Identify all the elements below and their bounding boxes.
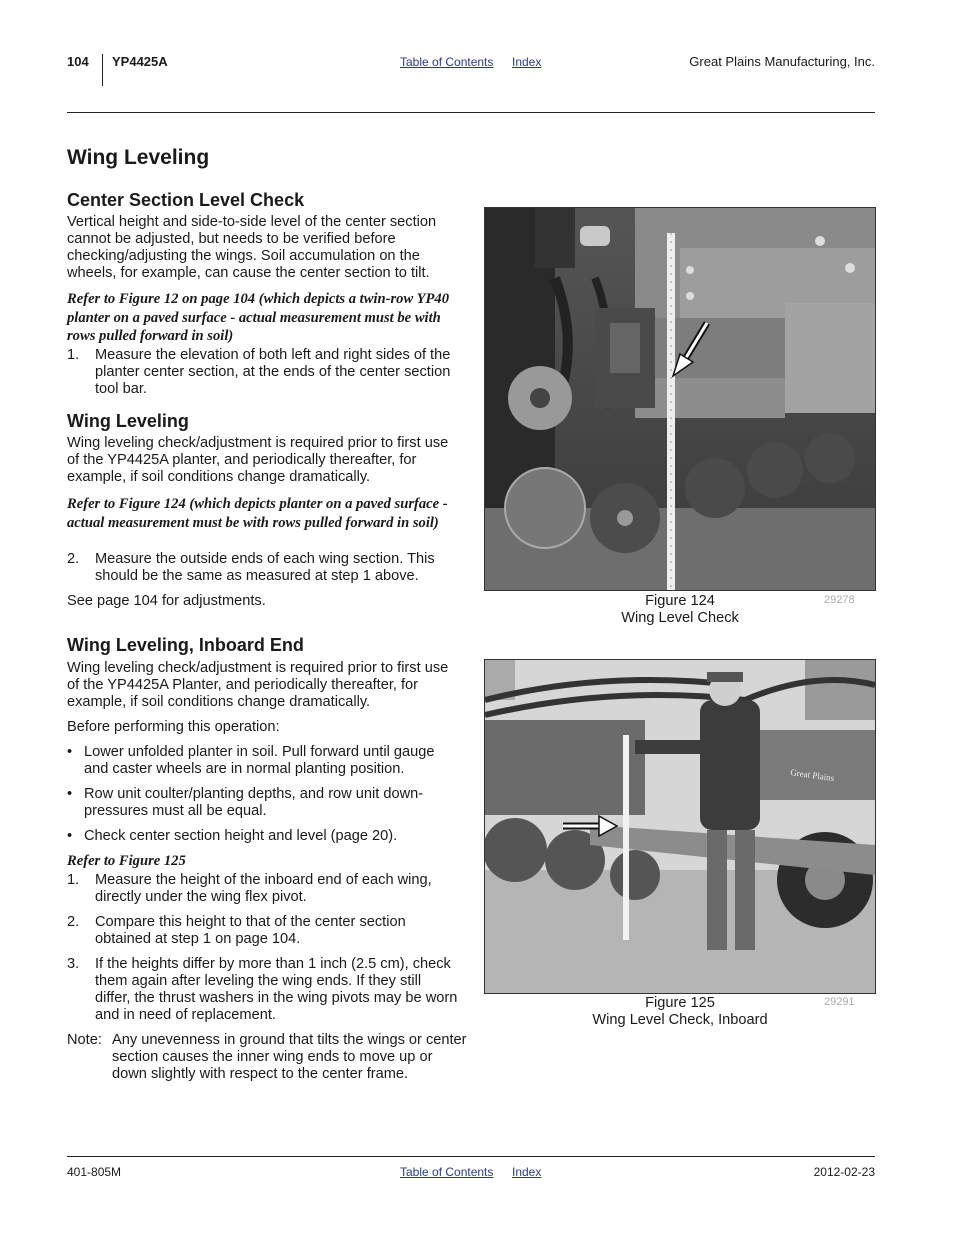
step-text: If the heights differ by more than 1 inch (2.5 cm), check them again after leveling the wing ends. If they still differ, the thrust washers in the wing pivots may be worn and in need of replacement.	[95, 956, 458, 1023]
section-body-center-level: Vertical height and side-to-side level of the center section cannot be adjusted, but needs to be verified before checking/adjusting the wings. Soil accumulation on the wheels, for example, can cause the center section to tilt.	[67, 214, 437, 281]
step-item	[67, 914, 459, 948]
model-name: YP4425A	[112, 54, 168, 69]
section-body-inboard: Wing leveling check/adjustment is required prior to first use of the YP4425A Planter, and periodically thereafter, for example, if soil conditions change dramatically.	[67, 660, 449, 710]
step-number: 1.	[67, 872, 80, 888]
figure-125-id: 29291	[824, 996, 855, 1008]
before-operation-label: Before performing this operation:	[67, 719, 280, 735]
step-number: 3.	[67, 956, 80, 972]
figure-125-photo	[484, 659, 876, 994]
header-toc-link[interactable]: Table of Contents	[400, 55, 494, 69]
section-heading-center-level: Center Section Level Check	[67, 190, 305, 210]
bullet-dot: •	[67, 828, 73, 844]
step-text: Measure the height of the inboard end of each wing, directly under the wing flex pivot.	[95, 872, 432, 905]
step-number: 2.	[67, 914, 80, 930]
bullet-item	[67, 828, 459, 845]
figure-label: Figure 125	[645, 995, 715, 1011]
note-text: Any unevenness in ground that tilts the wings or center section causes the inner wing ends to move up or down slightly with respect to the center frame.	[112, 1032, 467, 1082]
page-title: Wing Leveling	[67, 146, 210, 169]
step-item	[67, 872, 459, 906]
step-item	[67, 956, 459, 1024]
page-number: 104	[67, 54, 89, 69]
header-separator	[102, 54, 103, 86]
figure-124-id: 29278	[824, 594, 855, 606]
bullet-text: Row unit coulter/planting depths, and row unit down-pressures must all be equal.	[84, 786, 424, 819]
section-heading-wing-leveling: Wing Leveling	[67, 411, 189, 431]
bullet-dot: •	[67, 786, 73, 802]
header-index-link[interactable]: Index	[512, 55, 542, 69]
see-page-note: See page 104 for adjustments.	[67, 593, 266, 609]
section-ref-inboard: Refer to Figure 125	[67, 853, 186, 869]
figure-caption-text: Wing Level Check	[621, 610, 739, 626]
figure-124-caption	[540, 593, 820, 627]
doc-number: 401-805M	[67, 1165, 122, 1179]
step-1	[67, 347, 459, 398]
section-heading-inboard: Wing Leveling, Inboard End	[67, 635, 304, 655]
step-text: Measure the outside ends of each wing section. This should be the same as measured at step 1 above.	[95, 551, 435, 584]
step-number: 1.	[67, 347, 80, 363]
bullet-item	[67, 744, 459, 778]
footer-index-link[interactable]: Index	[512, 1165, 542, 1179]
bullet-text: Check center section height and level (page 20).	[84, 828, 398, 844]
note	[67, 1032, 467, 1083]
section-ref-center-level: Refer to Figure 12 on page 104 (which depicts a twin-row YP40 planter on a paved surface - actual measurement must be with rows pulled forward in soil)	[67, 291, 450, 344]
planter-inboard-illustration	[485, 660, 875, 993]
bullet-item	[67, 786, 459, 820]
company-name: Great Plains Manufacturing, Inc.	[689, 54, 875, 69]
footer-rule	[67, 1156, 875, 1157]
header-rule	[67, 112, 875, 113]
planter-frame-illustration	[485, 208, 875, 590]
note-label: Note:	[67, 1032, 102, 1048]
bullet-text: Lower unfolded planter in soil. Pull forward until gauge and caster wheels are in normal planting position.	[84, 744, 435, 777]
machine-brand-text: Great Plains	[789, 767, 835, 784]
footer-toc-link[interactable]: Table of Contents	[400, 1165, 494, 1179]
step-number: 2.	[67, 551, 80, 567]
figure-label: Figure 124	[645, 593, 715, 609]
doc-date: 2012-02-23	[813, 1165, 875, 1179]
figure-125-caption	[540, 995, 820, 1029]
figure-124-photo	[484, 207, 876, 591]
step-text: Compare this height to that of the center section obtained at step 1 on page 104.	[95, 914, 406, 947]
figure-caption-text: Wing Level Check, Inboard	[592, 1012, 768, 1028]
bullet-dot: •	[67, 744, 73, 760]
step-2	[67, 551, 459, 585]
section-ref-wing-leveling: Refer to Figure 124 (which depicts planter on a paved surface - actual measurement must be with rows pulled forward in soil)	[67, 496, 448, 531]
step-text: Measure the elevation of both left and right sides of the planter center section, at the ends of the center section tool bar.	[95, 347, 451, 397]
section-body-wing-leveling: Wing leveling check/adjustment is required prior to first use of the YP4425A planter, and periodically thereafter, for example, if soil conditions change dramatically.	[67, 435, 449, 485]
